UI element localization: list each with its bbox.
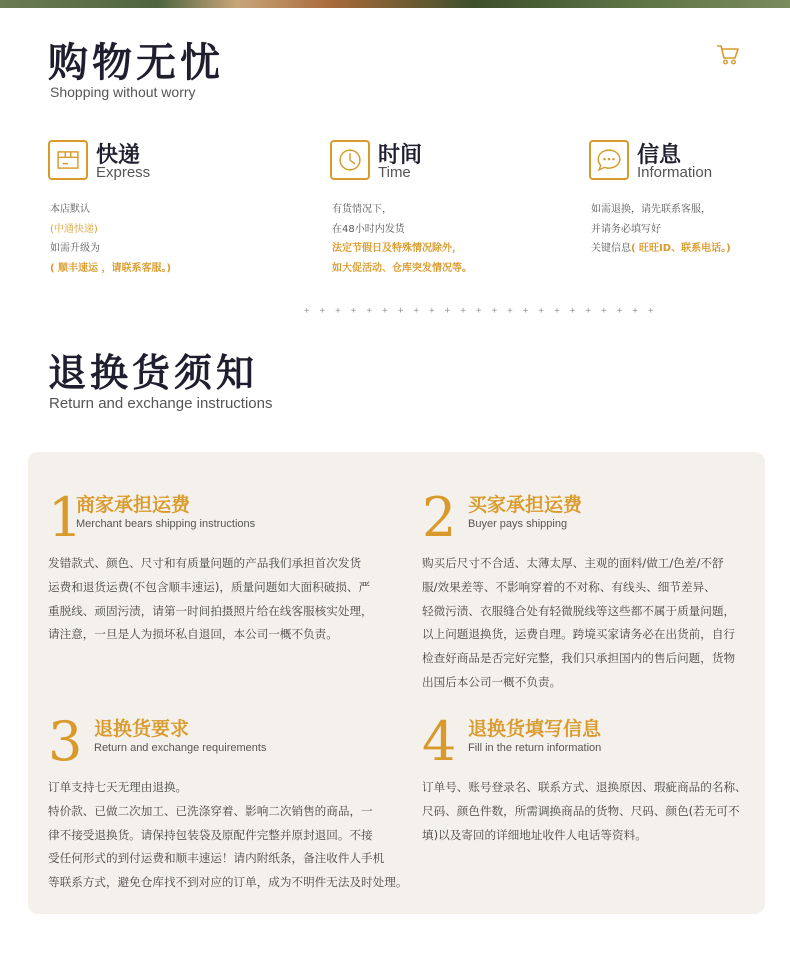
feature-line-group bbox=[591, 239, 731, 259]
feature-details bbox=[332, 200, 472, 278]
section-title: 退换货须知 bbox=[48, 351, 259, 395]
block-line: 重脱线、顽固污渍，请第一时间拍摄照片给在线客服核实处理， bbox=[48, 603, 373, 618]
package-icon bbox=[48, 140, 88, 180]
feature-line: 如需退换，请先联系客服， bbox=[591, 204, 711, 215]
chat-icon bbox=[589, 140, 629, 180]
block-line: 等联系方式，避免仓库找不到对应的订单，成为不明件无法及时处理。 bbox=[48, 875, 408, 890]
clock-icon bbox=[330, 140, 370, 180]
block-title: 退换货填写信息 bbox=[468, 718, 602, 740]
feature-title: 信息 bbox=[637, 143, 682, 168]
divider: + + + + + + + + + + + + + + + + + + + + + + + bbox=[304, 306, 656, 316]
block-line: 轻微污渍、衣服缝合处有轻微脱线等这些都不属于质量问题， bbox=[422, 603, 736, 618]
block-title: 商家承担运费 bbox=[76, 494, 191, 516]
feature-line: 如大促活动、仓库突发情况等。 bbox=[332, 262, 472, 274]
block-line: 请注意，一旦是人为损坏私自退回，本公司一概不负责。 bbox=[48, 627, 338, 642]
block-line: 发错款式、颜色、尺寸和有质量问题的产品我们承担首次发货 bbox=[48, 556, 362, 570]
block-line: 运费和退货运费(不包含顺丰速运)，质量问题如大面积破损、严 bbox=[48, 579, 371, 594]
feature-title: 时间 bbox=[378, 143, 423, 168]
page-subtitle: Shopping without worry bbox=[50, 84, 196, 100]
block-line: 律不接受退换货。请保持包装袋及原配件完整并原封退回。不接 bbox=[48, 827, 373, 842]
feature-line: 法定节假日及特殊情况除外， bbox=[332, 243, 462, 254]
block-title: 退换货要求 bbox=[94, 718, 190, 740]
feature-line: 并请务必填写好 bbox=[591, 223, 661, 235]
block-subtitle: Fill in the return information bbox=[468, 742, 602, 754]
block-line: 购买后尺寸不合适、太薄太厚、主观的面料/做工/色差/不舒 bbox=[422, 556, 724, 570]
feature-subtitle: Information bbox=[637, 164, 713, 181]
feature-subtitle: Time bbox=[378, 164, 411, 181]
feature-details bbox=[50, 200, 171, 278]
page-title: 购物无忧 bbox=[48, 40, 224, 86]
feature-subtitle: Express bbox=[96, 164, 151, 181]
block-line: 尺码、颜色件数，所需调换商品的货物、尺码、颜色(若无可不 bbox=[422, 803, 740, 818]
block-line: 检查好商品是否完好完整，我们只承担国内的售后问题，货物 bbox=[422, 651, 736, 666]
block-number: 1 bbox=[48, 486, 83, 549]
feature-details bbox=[591, 200, 731, 259]
feature-title: 快递 bbox=[96, 143, 141, 168]
block-line: 填)以及寄回的详细地址收件人电话等资料。 bbox=[422, 827, 647, 842]
feature-line: 在48小时内发货 bbox=[332, 223, 405, 235]
block-line: 服/效果差等、不影响穿着的不对称、有线头、细节差异、 bbox=[422, 579, 716, 594]
block-number: 4 bbox=[422, 710, 457, 773]
block-line: 以上问题退换货，运费自理。跨境买家请务必在出货前，自行 bbox=[422, 627, 736, 642]
block-title: 买家承担运费 bbox=[468, 494, 583, 516]
top-banner-image bbox=[0, 0, 790, 8]
feature-line: ( 旺旺ID、联系电话。) bbox=[631, 243, 731, 254]
block-line: 特价款、已做二次加工、已洗涤穿着、影响二次销售的商品，一 bbox=[48, 803, 373, 818]
block-body bbox=[422, 776, 782, 847]
feature-line: 如需升级为 bbox=[50, 243, 100, 254]
block-body bbox=[48, 776, 408, 895]
block-subtitle: Buyer pays shipping bbox=[468, 518, 568, 530]
feature-line: 关键信息 bbox=[591, 243, 631, 254]
block-subtitle: Return and exchange requirements bbox=[94, 742, 267, 754]
feature-line: 本店默认 bbox=[50, 204, 90, 215]
block-number: 3 bbox=[48, 710, 83, 773]
block-line: 订单支持七天无理由退换。 bbox=[48, 780, 188, 794]
feature-line: 有货情况下， bbox=[332, 204, 392, 215]
shopping-cart-icon[interactable] bbox=[716, 44, 740, 66]
block-subtitle: Merchant bears shipping instructions bbox=[76, 518, 256, 530]
block-line: 受任何形式的到付运费和顺丰速运！请内附纸条，备注收件人手机 bbox=[48, 851, 385, 866]
feature-line: (中通快递) bbox=[50, 223, 98, 235]
feature-line: ( 顺丰速运 ，请联系客服。) bbox=[50, 262, 172, 274]
block-line: 出国后本公司一概不负责。 bbox=[422, 674, 562, 689]
section-subtitle: Return and exchange instructions bbox=[49, 395, 273, 412]
block-body bbox=[422, 552, 782, 695]
block-body bbox=[48, 552, 408, 647]
block-line: 订单号、账号登录名、联系方式、退换原因、瑕疵商品的名称、 bbox=[422, 780, 747, 794]
block-number: 2 bbox=[422, 486, 457, 549]
